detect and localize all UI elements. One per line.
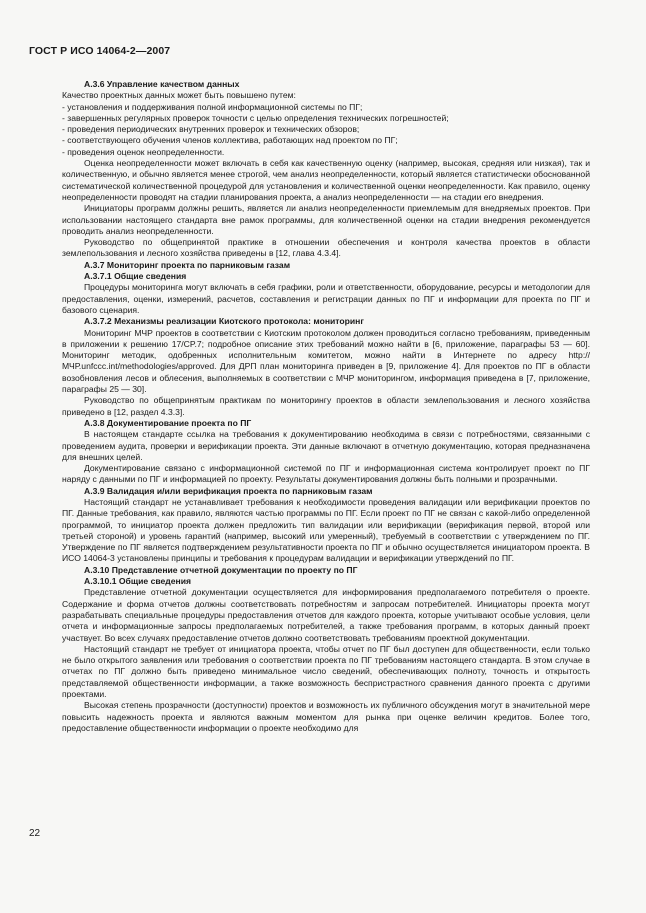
paragraph: Процедуры мониторинга могут включать в себя графики, роли и ответственности, оборудование, ресурсы и методологии для предоставления, оценки, измерений, расчетов, составления и регистрации данных по ПГ и информации для проекта по ПГ и базового сценария. — [62, 282, 590, 315]
paragraph: Настоящий стандарт не устанавливает требования к необходимости проведения валидации или верификации проектов по ПГ. Данные требования, как правило, являются частью программы по ПГ. Если проект по ПГ не связан с какой-либо определенной программой, то инициатор проекта должен предложить тип валидации или верификации (верификация первой, второй или третьей стороной) и уровень гарантий (например, высокий или умеренный), требуемый в соответствии с утверждением по ПГ. Утверждение по ПГ является подтверждением результативности проекта по ПГ и обычно осуществляется инициатором проекта. В ИСО 14064-3 установлены принципы и требования к процедурам валидации и верификации утверждений по ПГ. — [62, 496, 590, 564]
paragraph: В настоящем стандарте ссылка на требования к документированию необходима в связи с потребностями, связанными с проведением аудита, проверки и верификации проекта. Эти данные включают в отчетную документацию, которая предназначена для внешних целей. — [62, 429, 590, 462]
section-heading: А.3.6 Управление качеством данных — [84, 79, 240, 89]
paragraph: Документирование связано с информационной системой по ПГ и информационная система контролирует проект по ПГ наряду с данными по ПГ и информацией по проекту. Результаты документирования должны быть полными и прозрачными. — [62, 463, 590, 485]
paragraph: Высокая степень прозрачности (доступности) проектов и возможность их публичного обсуждения могут в значительной мере повысить надежность проекта и являются важным моментом для рынка при оценке величин кредитов. Более того, предоставление общественности информации о проекте необходимо для — [62, 700, 590, 733]
document-header: ГОСТ Р ИСО 14064-2—2007 — [29, 45, 171, 57]
paragraph: Инициаторы программ должны решить, является ли анализ неопределенности приемлемым для внедряемых проектов. При использовании настоящего стандарта вне рамок программы, для количественной оценки на стадии внедрения рекомендуется проводить анализ неопределенности. — [62, 203, 590, 236]
section-heading: А.3.10 Представление отчетной документации по проекту по ПГ — [84, 564, 358, 575]
section-heading: А.3.7.1 Общие сведения — [84, 271, 187, 282]
document-body — [62, 79, 590, 734]
page-number: 22 — [29, 828, 41, 839]
list-item: - установления и поддерживания полной информационной системы по ПГ; — [62, 101, 363, 112]
section-heading: А.3.9 Валидация и/или верификация проекта по парниковым газам — [84, 485, 373, 496]
list-item: - проведения оценок неопределенности. — [62, 146, 225, 157]
section-heading: А.3.8 Документирование проекта по ПГ — [84, 417, 252, 428]
list-item: - завершенных регулярных проверок точности с целью определения технических погрешностей; — [62, 112, 449, 123]
paragraph: Оценка неопределенности может включать в себя как качественную оценку (например, высокая, средняя или низкая), так и количественную, и обычно является менее строгой, чем анализ неопределенности, который является статистически обоснованной систематической количественной процедурой для установления и количественной оценки неопределенности. Как правило, оценку неопределенности проводят на стадии планирования проекта, а анализ неопределенности — на стадии его внедрения. — [62, 158, 590, 202]
section-heading: А.3.7.2 Механизмы реализации Киотского протокола: мониторинг — [84, 316, 364, 327]
paragraph: Настоящий стандарт не требует от инициатора проекта, чтобы отчет по ПГ был доступен для общественности, если только не было открытого заявления или требования о соответствии проекта по ПГ требованиям настоящего стандарта. В этом случае в отчетах по ПГ должно быть приведено минимальное число сведений, обеспечивающих полноту, точность и открытость представляемой общественности информации, а также возможность беспристрастного сравнения данного проекта с другими проектами. — [62, 643, 590, 700]
paragraph: Руководство по общепринятой практике в отношении обеспечения и контроля качества проектов в области землепользования и лесного хозяйства приведены в [12, глава 4.3.4]. — [62, 237, 590, 259]
paragraph: Мониторинг МЧР проектов в соответствии с Киотским протоколом должен проводиться согласно требованиям, приведенным в приложении к решению 17/CP.7; подробное описание этих требований можно найти в [6, приложение, параграфы 53 — 60]. Мониторинг методик, одобренных исполнительным комитетом, можно найти в Интернете по адресу http://МЧР.unfccc.int/methodologies/approved. Для ДРП план мониторинга приведен в [9, приложение 4]. Для проектов по ПГ в области возобновления лесов и облесения, выполняемых в соответствии с МЧР мониторингом, информация приведена в [7, приложение, параграфы 25 — 30]. — [62, 327, 590, 395]
paragraph: Руководство по общепринятым практикам по мониторингу проектов в области землепользования и лесного хозяйства приведено в [12, раздел 4.3.3]. — [62, 395, 590, 417]
paragraph: Представление отчетной документации осуществляется для информирования предполагаемого потребителя о проекте. Содержание и форма отчетов должны соответствовать потребностям и запросам потребителей. Инициаторы проекта могут разрабатывать специальные процедуры предоставления отчетов для каждого проекта, которые учитывают особые условия, цели отчета и информационные запросы предполагаемых потребителей, а также требования программ, в которых данный проект участвует. Во всех случаях предоставление отчетов должно соответствовать требованиям проектной документации. — [62, 587, 590, 643]
section-heading: А.3.7 Мониторинг проекта по парниковым газам — [84, 259, 291, 270]
section-heading: А.3.10.1 Общие сведения — [84, 576, 192, 587]
list-item: - проведения периодических внутренних проверок и технических обзоров; — [62, 124, 360, 135]
paragraph: Качество проектных данных может быть повышено путем: — [62, 90, 296, 101]
list-item: - соответствующего обучения членов коллектива, работающих над проектом по ПГ; — [62, 135, 398, 146]
